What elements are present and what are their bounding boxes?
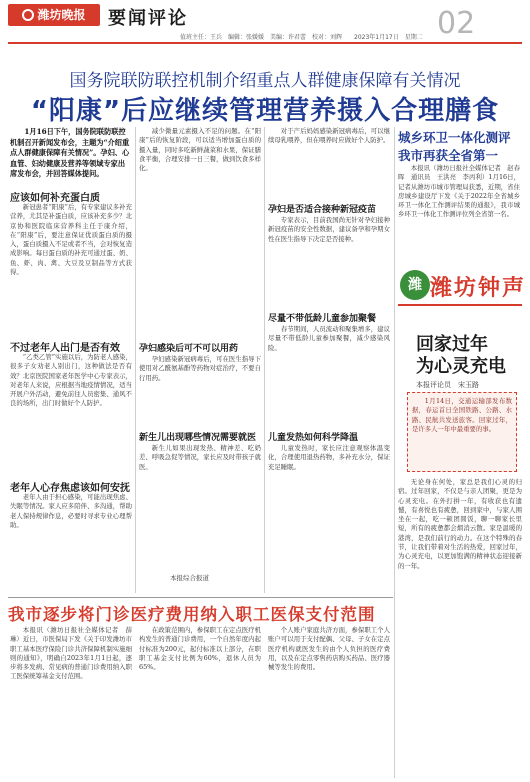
subhead-elderly-outing: 不过老年人出门是否有效 bbox=[10, 343, 120, 354]
column-divider bbox=[264, 127, 265, 593]
body-postpartum: 对于产后妈妈感染新冠病毒后，可以继续母乳喂养，但在喂养时应做好个人防护。 bbox=[268, 127, 390, 145]
newspaper-logo: 潍坊晚报 bbox=[8, 4, 100, 26]
body-protein: 新冠患者“阳康”后，有专家建议多补充营养，尤其是补蛋白质，应该补充多少？北京协和医院临床营养科主任于康介绍，在“阳康”后，要注意保证优质蛋白质的摄入，蛋白质摄入不足或者不当，会对恢复造成影响。每日蛋白质的补充可通过蛋、奶、鱼、虾、肉、禽、大豆及豆制品等方式获得。 bbox=[10, 203, 132, 277]
subhead-elderly-anxiety: 老年人心存焦虑该如何安抚 bbox=[10, 483, 130, 494]
column-rule bbox=[398, 304, 522, 306]
body-elderly-outing: “乙类乙管”实施以后，为防老人感染，很多子女劝老人别出门，这种做法是否有效？北京医院国家老年医学中心专家表示，对老年人来说，应根据当地疫情情况，适当开展户外活动，避免前往人员密集、通风不良的场所，出门时做好个人防护。 bbox=[10, 353, 132, 408]
section-title: 要闻评论 bbox=[108, 8, 188, 29]
page-number: 02 bbox=[437, 6, 476, 41]
right-story-headline-1: 城乡环卫一体化测评 bbox=[398, 130, 511, 145]
column-badge-icon: 潍 bbox=[400, 270, 430, 300]
header-rule bbox=[8, 42, 522, 44]
column-divider bbox=[394, 127, 395, 778]
subhead-protein: 应该如何补充蛋白质 bbox=[10, 193, 100, 204]
source-note: 本报综合报道 bbox=[170, 574, 209, 582]
bottom-story-col-2: 在政策范围内，参保职工在定点医疗机构发生的普通门诊费用，一个自然年度内起付标准为200元，起付标准以上部分，在职职工基金支付比例为60%，退休人员为65%。 bbox=[139, 626, 261, 672]
editorial-highlight-text: 1月14日，交通运输部发布数据，春运首日全国铁路、公路、水路、民航共发送旅客。回家过年，是许多人一年中最重要的事。 bbox=[412, 397, 512, 433]
bottom-story-rule bbox=[8, 597, 393, 598]
editorial-title-1: 回家过年 bbox=[416, 334, 488, 355]
editorial-body: 无论身在何处，家总是我们心灵的归宿。过年回家，不仅是与亲人团聚，更是为心灵充电。在外打拼一年，有收获也有遗憾，有喜悦也有疲惫，回到家中，与家人围坐在一起，吃一顿团圆饭，聊一聊家长里短，所有的疲惫都会烟消云散。家是温暖的港湾，是我们前行的动力。在这个特殊的春节，让我们带着对生活的热爱，回家过年，为心灵充电，以更加饱满的精神状态迎接新的一年。 bbox=[398, 478, 522, 570]
body-nutrition: 减少微量元素摄入不足的问题。在“阳康”后的恢复阶段，可以适当增加蛋白质的摄入量，同时多吃新鲜蔬菜和水果，保证膳食平衡，合理安排一日三餐，做到饮食多样化。 bbox=[139, 127, 261, 173]
main-headline: “阳康”后应继续管理营养摄入合理膳食 bbox=[30, 96, 500, 126]
editorial-author: 本报评论员 宋玉路 bbox=[416, 381, 479, 389]
bottom-story-headline: 我市逐步将门诊医疗费用纳入职工医保支付范围 bbox=[8, 605, 376, 624]
column-divider bbox=[135, 127, 136, 593]
subhead-gathering: 尽量不带低龄儿童参加聚餐 bbox=[268, 314, 377, 324]
column-name: 潍坊钟声 bbox=[430, 276, 527, 301]
bottom-story-col-1: 本报讯（潍坊日报社全媒体记者 薛琳）近日，市医保局下发《关于印发潍坊市职工基本医疗保险门诊共济保障机制实施细则的通知》，明确自2023年1月1日起，逐步将多发病、常见病的普通门诊费用纳入职工医保统筹基金支付范围。 bbox=[10, 626, 132, 681]
body-pregnant-medication: 孕妇感染新冠病毒后，可在医生指导下使用对乙酰氨基酚等药物对症治疗，不要自行用药。 bbox=[139, 355, 261, 382]
main-kicker: 国务院联防联控机制介绍重点人群健康保障有关情况 bbox=[69, 71, 461, 91]
bottom-story-col-3: 个人账户家庭共济方面，参保职工个人账户可以用于支付配偶、父母、子女在定点医疗机构就医发生的由个人负担的医疗费用，以及在定点零售药店购买药品、医疗器械等发生的费用。 bbox=[268, 626, 390, 672]
subhead-child-fever: 儿童发热如何科学降温 bbox=[268, 433, 359, 443]
editorial-highlight-box bbox=[407, 392, 517, 472]
right-story-body: 本报讯（潍坊日报社全媒体记者 赵春晖 通讯员 王洪亮 李丙利）1月16日，记者从潍坊市城市管理局获悉，近期，省住房城乡建设厅下发《关于2022年全省城乡环卫一体化工作测评结果的通报》，我市城乡环卫一体化工作测评位列全省第一名。 bbox=[398, 164, 520, 219]
body-elderly-anxiety: 老年人由于担心感染，可能出现焦虑、失眠等情况。家人应多陪伴、多沟通，帮助老人保持规律作息，必要时寻求专业心理帮助。 bbox=[10, 493, 132, 529]
subhead-vaccine: 孕妇是否适合接种新冠疫苗 bbox=[268, 205, 377, 215]
body-vaccine: 专家表示，目前我国尚无针对孕妇接种新冠疫苗的安全性数据，建议备孕和孕期女性在医生指导下决定是否接种。 bbox=[268, 216, 390, 243]
editorial-credits: 值班主任：王兵 编辑：张媛媛 美编：许君蕾 校对：刘辉 2023年1月17日 星期二 bbox=[180, 34, 423, 41]
subhead-newborn: 新生儿出现哪些情况需要就医 bbox=[139, 433, 257, 443]
body-child-fever: 儿童发热时，家长应注意观察体温变化，合理使用退热药物，多补充水分，保证充足睡眠。 bbox=[268, 444, 390, 471]
logo-ring-icon bbox=[22, 9, 34, 21]
editorial-title-2: 为心灵充电 bbox=[416, 356, 506, 377]
body-newborn: 新生儿如果出现发热、精神差、吃奶差、呼吸急促等情况，家长应及时带孩子就医。 bbox=[139, 444, 261, 471]
subhead-pregnant-medication: 孕妇感染后可不可以用药 bbox=[139, 344, 239, 354]
body-gathering: 春节期间，人员流动和聚集增多，建议尽量不带低龄儿童参加聚餐，减少感染风险。 bbox=[268, 325, 390, 352]
lead-paragraph: 1月16日下午，国务院联防联控机制召开新闻发布会，主题为“介绍重点人群健康保障有关情况”。孕妇、心血管、妇幼健康及营养等领域专家出席发布会，并回答媒体提问。 bbox=[10, 127, 130, 178]
right-story-headline-2: 我市再获全省第一 bbox=[398, 148, 499, 163]
